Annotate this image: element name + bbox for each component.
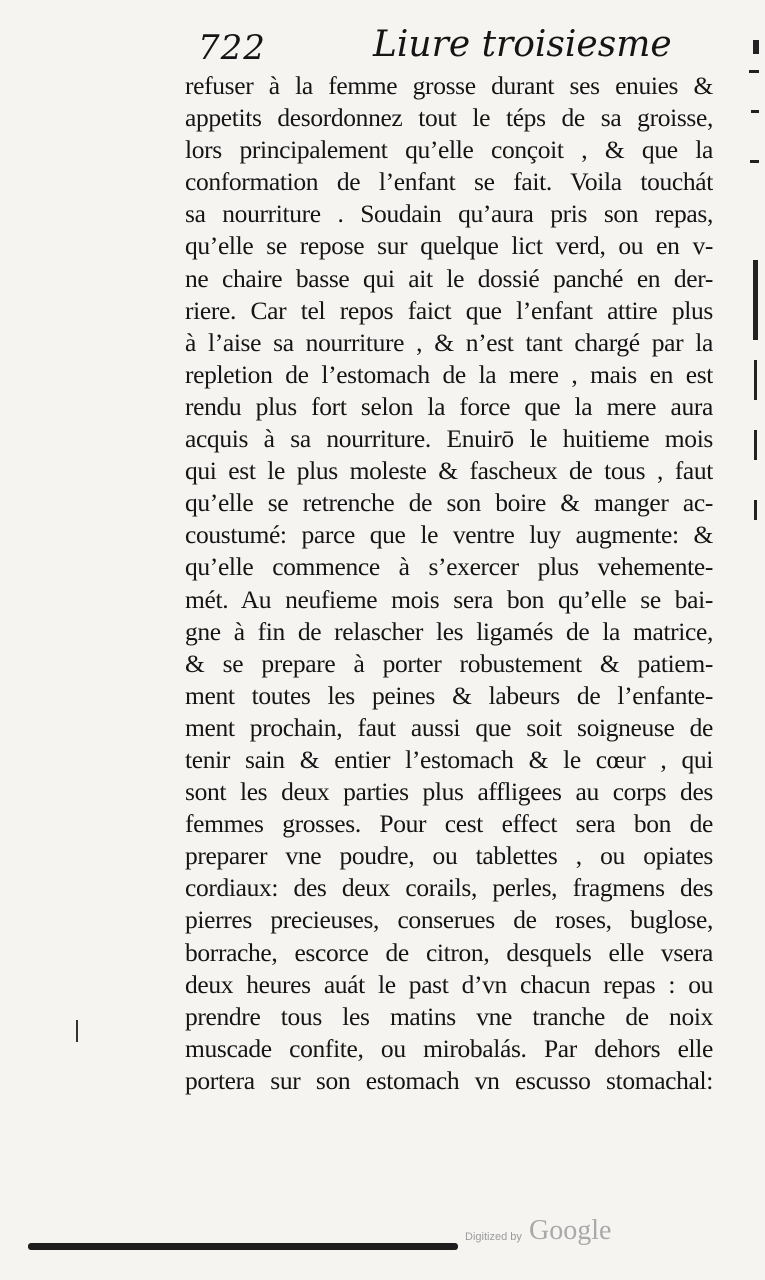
text-line: lors principalement qu’elle conçoit , & que la xyxy=(185,135,713,165)
text-line: conformation de l’enfant se fait. Voila touchát xyxy=(185,167,713,197)
digitization-watermark xyxy=(465,1215,665,1255)
text-line: riere. Car tel repos faict que l’enfant attire plus xyxy=(185,295,713,325)
text-line: femmes grosses. Pour cest effect sera bon de xyxy=(185,809,713,839)
text-line: gne à fin de relascher les ligamés de la matrice, xyxy=(185,616,713,646)
text-line: ment toutes les peines & labeurs de l’enfante- xyxy=(185,680,713,710)
text-line: repletion de l’estomach de la mere , mais en est xyxy=(185,359,713,389)
text-line: rendu plus fort selon la force que la mere aura xyxy=(185,391,713,421)
text-line: deux heures auát le past d’vn chacun repas : ou xyxy=(185,969,713,999)
text-line: ment prochain, faut aussi que soit soigneuse de xyxy=(185,712,713,742)
body-text xyxy=(185,70,713,1097)
text-line: prendre tous les matins vne tranche de noix xyxy=(185,1001,713,1031)
text-line: refuser à la femme grosse durant ses enuies & xyxy=(185,71,713,100)
text-line: qu’elle se retrenche de son boire & manger ac- xyxy=(185,488,713,518)
text-line: muscade confite, ou mirobalás. Par dehors elle xyxy=(185,1033,713,1063)
facing-page-edge xyxy=(745,30,765,630)
google-logo: Google xyxy=(529,1215,612,1246)
text-line: appetits desordonnez tout le téps de sa groisse, xyxy=(185,103,713,133)
margin-mark xyxy=(754,430,757,460)
text-line: qui est le plus moleste & fascheux de tous , faut xyxy=(185,456,713,486)
digitized-label: Digitized by xyxy=(465,1231,522,1243)
text-line: coustumé: parce que le ventre luy augmente: & xyxy=(185,520,713,550)
text-line: sont les deux parties plus affligees au corps des xyxy=(185,777,713,807)
running-title: Liure troisiesme xyxy=(373,24,672,65)
text-line: portera sur son estomach vn escusso stomachal: xyxy=(185,1065,713,1095)
text-line: tenir sain & entier l’estomach & le cœur , qui xyxy=(185,744,713,774)
text-line: acquis à sa nourriture. Enuirō le huitieme mois xyxy=(185,424,713,454)
text-line: pierres precieuses, conserues de roses, buglose, xyxy=(185,905,713,935)
page-number: 722 xyxy=(198,28,266,68)
margin-mark xyxy=(754,360,757,400)
margin-mark xyxy=(750,160,759,163)
text-line: borrache, escorce de citron, desquels elle vsera xyxy=(185,937,713,967)
margin-mark xyxy=(753,260,758,340)
margin-mark xyxy=(754,500,757,520)
text-line: & se prepare à porter robustement & patiem- xyxy=(185,648,713,678)
scan-edge-rule xyxy=(28,1243,458,1250)
text-line: sa nourriture . Soudain qu’aura pris son repas, xyxy=(185,199,713,229)
margin-tick xyxy=(76,1020,78,1042)
text-line: cordiaux: des deux corails, perles, fragmens des xyxy=(185,873,713,903)
text-line: preparer vne poudre, ou tablettes , ou opiates xyxy=(185,841,713,871)
text-line: ne chaire basse qui ait le dossié panché en der- xyxy=(185,263,713,293)
text-line: mét. Au neufieme mois sera bon qu’elle se bai- xyxy=(185,584,713,614)
text-line: qu’elle commence à s’exercer plus vehemente- xyxy=(185,552,713,582)
page-header xyxy=(198,22,672,72)
margin-mark xyxy=(749,70,759,73)
text-line: qu’elle se repose sur quelque lict verd, ou en v- xyxy=(185,231,713,261)
margin-mark xyxy=(753,40,759,54)
margin-mark xyxy=(751,110,759,113)
text-line: à l’aise sa nourriture , & n’est tant chargé par la xyxy=(185,327,713,357)
